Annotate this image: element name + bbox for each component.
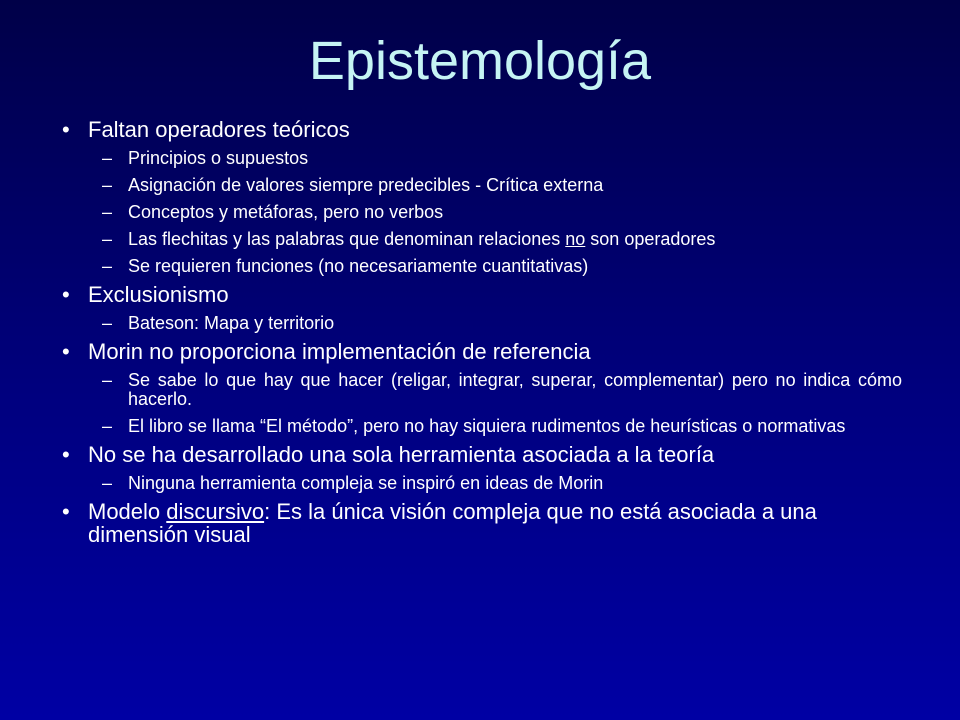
sublist-herramienta [62,474,902,493]
sub-item [62,257,902,276]
bullet-text: No se ha desarrollado una sola herramienta asociada a la teoría [88,442,715,467]
slide-title: Epistemología [308,31,652,91]
bullet-marker: • [62,117,70,142]
sub-marker: – [102,148,113,168]
bullet-herramienta [62,443,902,466]
sub-text: Asignación de valores siempre predecibles - Crítica externa [128,175,604,195]
sub-text: Conceptos y metáforas, pero no verbos [128,202,444,222]
bullet-text-underlined: discursivo [166,499,265,524]
sub-item [62,417,902,436]
sub-item [62,149,902,168]
sub-marker: – [102,416,113,436]
sub-marker: – [102,202,113,222]
sub-item [62,176,902,195]
bullet-marker: • [62,282,70,307]
sub-item [62,371,902,409]
sub-item [62,314,902,333]
sub-text: Ninguna herramienta compleja se inspiró en ideas de Morin [128,473,604,493]
bullet-marker: • [62,442,70,467]
bullet-operadores [62,118,902,141]
sub-text: Bateson: Mapa y territorio [128,313,335,333]
sub-item [62,474,902,493]
sublist-implementacion [62,371,902,436]
bullet-text: Morin no proporciona implementación de referencia [88,339,591,364]
bullet-marker: • [62,499,70,524]
sub-marker: – [102,175,113,195]
sub-text-underlined: no [565,229,586,249]
bullet-text: Exclusionismo [88,282,229,307]
sub-item [62,203,902,222]
bullet-text: Faltan operadores teóricos [88,117,350,142]
bullet-exclusionismo [62,283,902,306]
sub-text: Se sabe lo que hay que hacer (religar, integrar, superar, complementar) pero no indica cómo hacerlo. [128,370,902,409]
sub-marker: – [102,256,113,276]
bullet-modelo-discursivo [62,500,902,546]
sub-marker: – [102,229,113,249]
sub-text-post: son operadores [585,229,716,249]
sublist-operadores [62,149,902,276]
slide-content [62,118,902,546]
bullet-text-pre: Modelo [88,499,167,524]
sub-item [62,230,902,249]
sub-text: El libro se llama “El método”, pero no hay siquiera rudimentos de heurísticas o normativas [128,416,846,436]
sub-text: Se requieren funciones (no necesariamente cuantitativas) [128,256,589,276]
bullet-text-post: : Es la única visión compleja que no está asociada a una dimensión visual [88,499,817,547]
sub-text: Principios o supuestos [128,148,309,168]
bullet-marker: • [62,339,70,364]
sub-marker: – [102,313,113,333]
sublist-exclusionismo [62,314,902,333]
sub-marker: – [102,370,113,390]
sub-marker: – [102,473,113,493]
bullet-implementacion [62,340,902,363]
sub-text-pre: Las flechitas y las palabras que denominan relaciones [128,229,566,249]
